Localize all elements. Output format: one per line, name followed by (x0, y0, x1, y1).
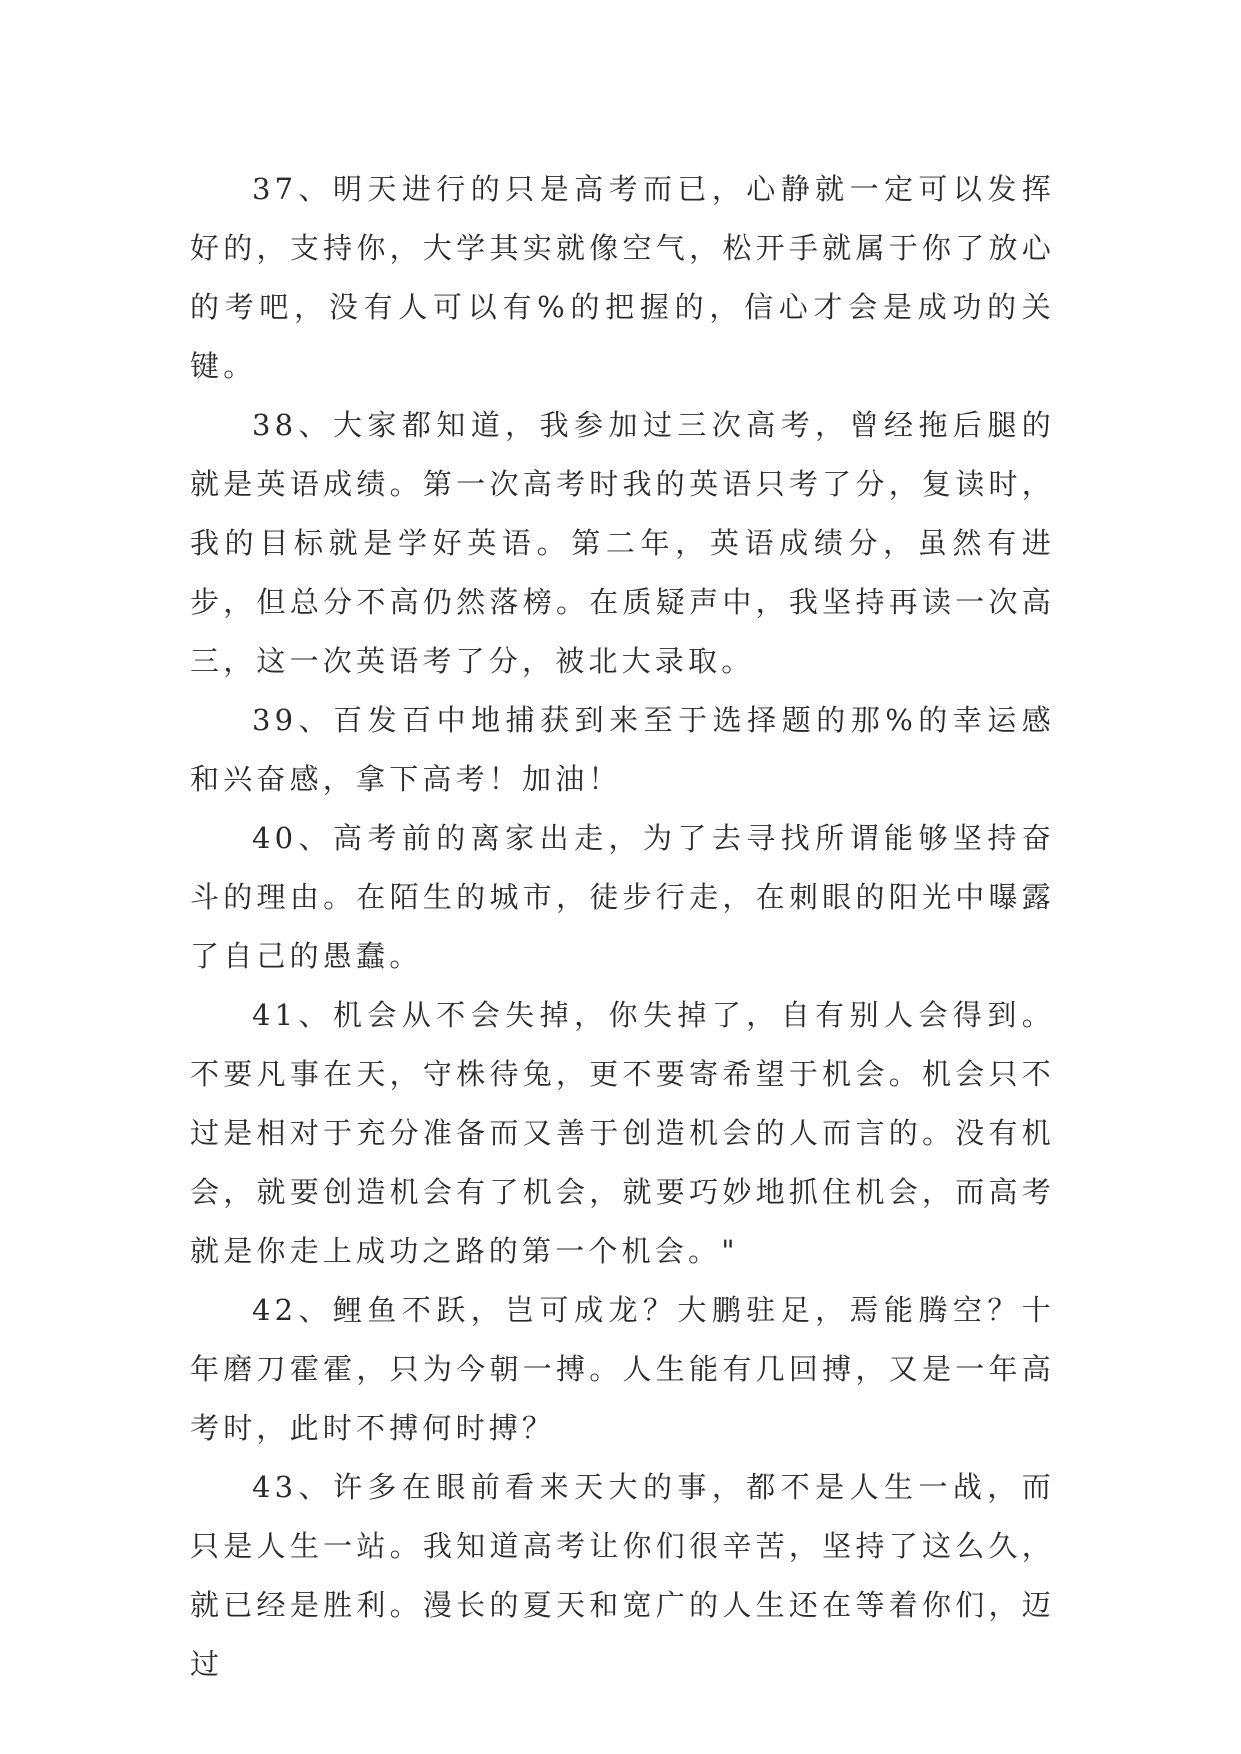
document-body (190, 160, 1055, 1694)
paragraph-37: 37、明天进行的只是高考而已，心静就一定可以发挥好的，支持你，大学其实就像空气，松开手就属于你了放心的考吧，没有人可以有%的把握的，信心才会是成功的关键。 (190, 172, 1055, 383)
paragraph-40: 40、高考前的离家出走，为了去寻找所谓能够坚持奋斗的理由。在陌生的城市，徒步行走，在刺眼的阳光中曝露了自己的愚蠢。 (190, 821, 1055, 973)
paragraph-41: 41、机会从不会失掉，你失掉了，自有别人会得到。不要凡事在天，守株待兔，更不要寄希望于机会。机会只不过是相对于充分准备而又善于创造机会的人而言的。没有机会，就要创造机会有了机会，就要巧妙地抓住机会，而高考就是你走上成功之路的第一个机会。" (190, 998, 1055, 1268)
paragraph-39: 39、百发百中地捕获到来至于选择题的那%的幸运感和兴奋感，拿下高考！加油！ (190, 703, 1055, 796)
paragraph-42: 42、鲤鱼不跃，岂可成龙？大鹏驻足，焉能腾空？十年磨刀霍霍，只为今朝一搏。人生能有几回搏，又是一年高考时，此时不搏何时搏？ (190, 1293, 1055, 1445)
paragraph-38: 38、大家都知道，我参加过三次高考，曾经拖后腿的就是英语成绩。第一次高考时我的英语只考了分，复读时，我的目标就是学好英语。第二年，英语成绩分，虽然有进步，但总分不高仍然落榜。在质疑声中，我坚持再读一次高三，这一次英语考了分，被北大录取。 (190, 408, 1055, 678)
paragraph-43: 43、许多在眼前看来天大的事，都不是人生一战，而只是人生一站。我知道高考让你们很辛苦，坚持了这么久，就已经是胜利。漫长的夏天和宽广的人生还在等着你们，迈过 (190, 1470, 1055, 1681)
